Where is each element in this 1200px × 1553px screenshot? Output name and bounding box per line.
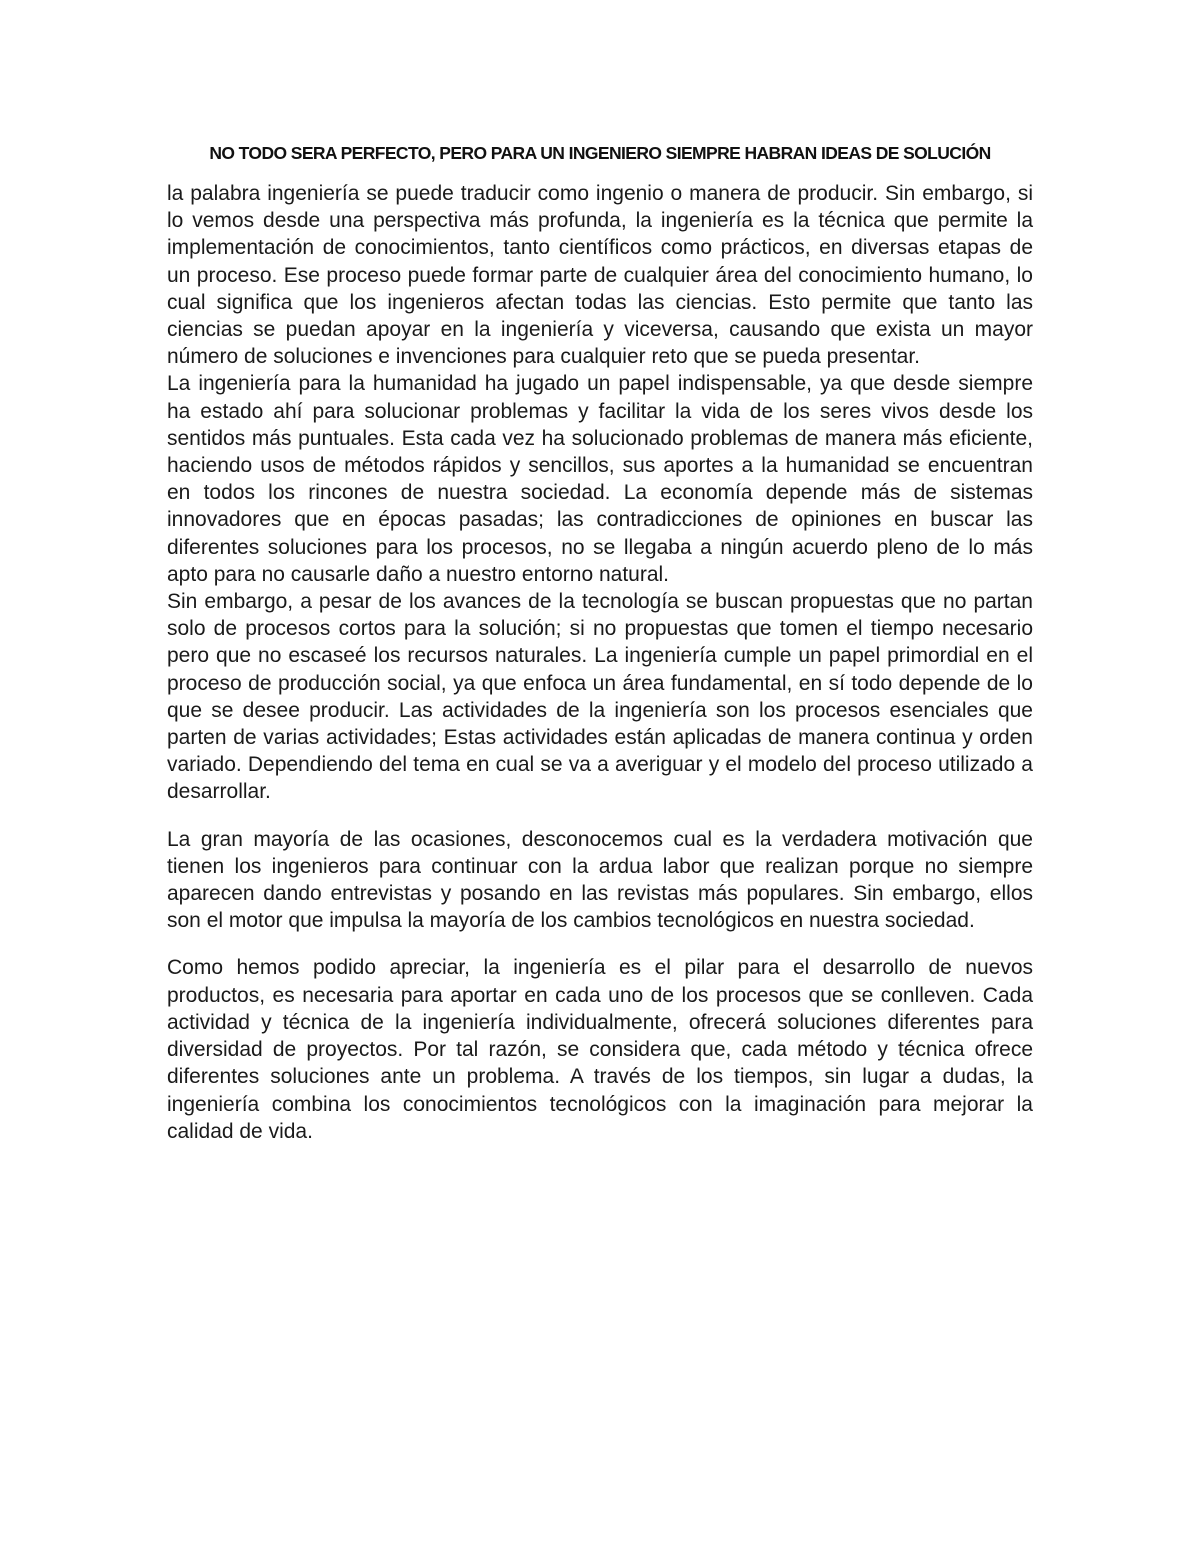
document-title: NO TODO SERA PERFECTO, PERO PARA UN INGENIERO SIEMPRE HABRAN IDEAS DE SOLUCIÓN	[209, 143, 991, 163]
document-body	[167, 180, 1033, 1145]
paragraph-3: Sin embargo, a pesar de los avances de la tecnología se buscan propuestas que no partan solo de procesos cortos para la solución; si no propuestas que tomen el tiempo necesario pero que no escaseé los recursos naturales. La ingeniería cumple un papel primordial en el proceso de producción social, ya que enfoca un área fundamental, en sí todo depende de lo que se desee producir. Las actividades de la ingeniería son los procesos esenciales que parten de varias actividades; Estas actividades están aplicadas de manera continua y orden variado. Dependiendo del tema en cual se va a averiguar y el modelo del proceso utilizado a desarrollar.	[167, 590, 1033, 804]
paragraph-4: La gran mayoría de las ocasiones, desconocemos cual es la verdadera motivación que tienen los ingenieros para continuar con la ardua labor que realizan porque no siempre aparecen dando entrevistas y posando en las revistas más populares. Sin embargo, ellos son el motor que impulsa la mayoría de los cambios tecnológicos en nuestra sociedad.	[167, 827, 1033, 933]
paragraph-5: Como hemos podido apreciar, la ingeniería es el pilar para el desarrollo de nuevos productos, es necesaria para aportar en cada uno de los procesos que se conlleven. Cada actividad y técnica de la ingeniería individualmente, ofrecerá soluciones diferentes para diversidad de proyectos. Por tal razón, se considera que, cada método y técnica ofrece diferentes soluciones ante un problema. A través de los tiempos, sin lugar a dudas, la ingeniería combina los conocimientos tecnológicos con la imaginación para mejorar la calidad de vida.	[167, 956, 1033, 1143]
paragraph-1: la palabra ingeniería se puede traducir como ingenio o manera de producir. Sin embargo, si lo vemos desde una perspectiva más profunda, la ingeniería es la técnica que permite la implementación de conocimientos, tanto científicos como prácticos, en diversas etapas de un proceso. Ese proceso puede formar parte de cualquier área del conocimiento humano, lo cual significa que los ingenieros afectan todas las ciencias. Esto permite que tanto las ciencias se puedan apoyar en la ingeniería y viceversa, causando que exista un mayor número de soluciones e invenciones para cualquier reto que se pueda presentar.	[167, 182, 1033, 369]
paragraph-2: La ingeniería para la humanidad ha jugado un papel indispensable, ya que desde siempre ha estado ahí para solucionar problemas y facilitar la vida de los seres vivos desde los sentidos más puntuales. Esta cada vez ha solucionado problemas de manera más eficiente, haciendo usos de métodos rápidos y sencillos, sus aportes a la humanidad se encuentran en todos los rincones de nuestra sociedad. La economía depende más de sistemas innovadores que en épocas pasadas; las contradicciones de opiniones en buscar las diferentes soluciones para los procesos, no se llegaba a ningún acuerdo pleno de lo más apto para no causarle daño a nuestro entorno natural.	[167, 372, 1033, 586]
